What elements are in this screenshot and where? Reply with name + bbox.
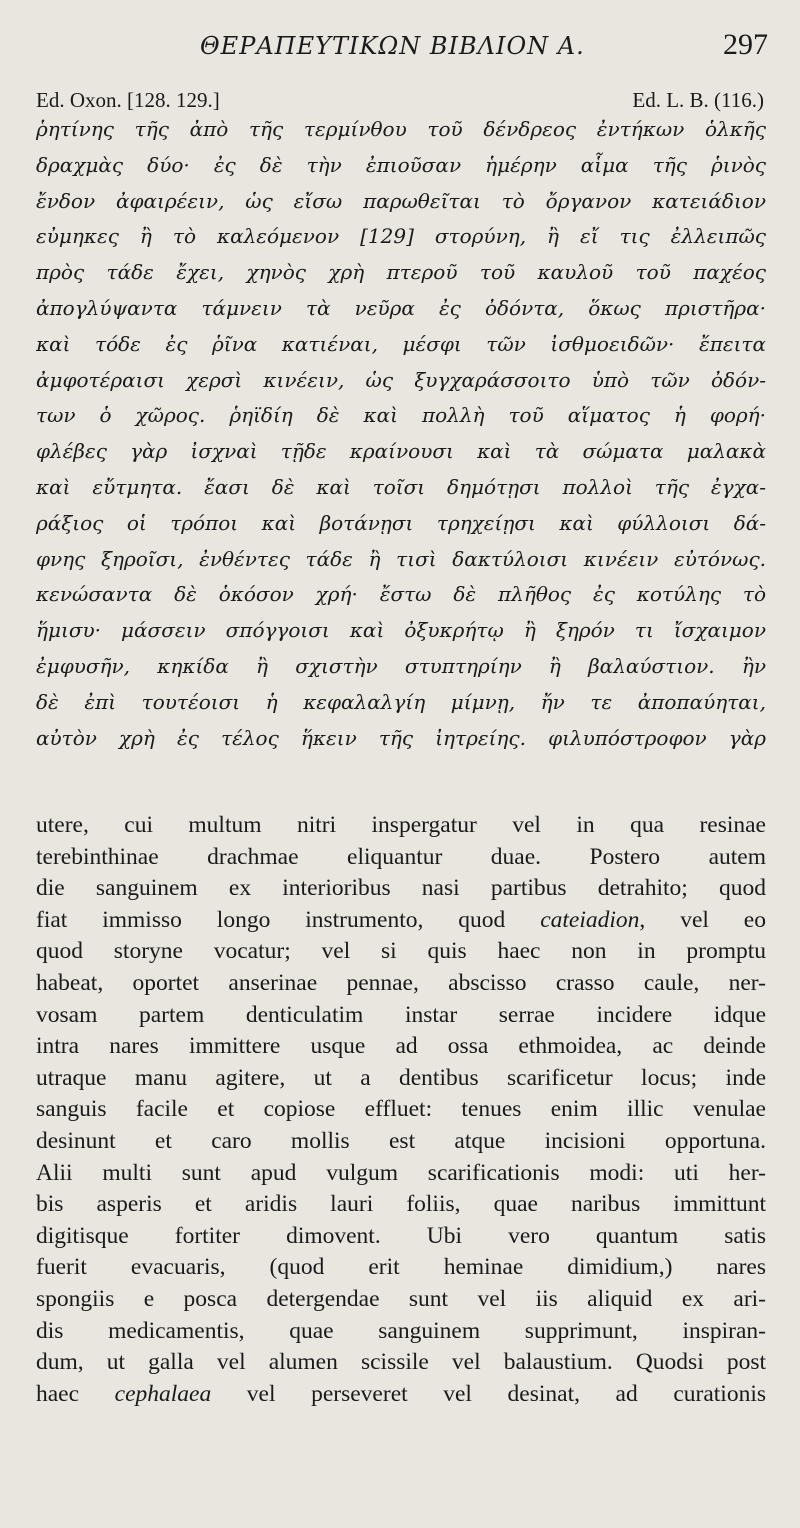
text-segment: habeat, oportet anserinae pennae, abscisso crasso caule, ner- bbox=[36, 969, 766, 996]
greek-text-line: πρὸς τάδε ἔχει, χηνὸς χρὴ πτεροῦ τοῦ καυλοῦ τοῦ παχέος bbox=[36, 260, 766, 285]
greek-text-line: ἀπογλύψαντα τάμνειν τὰ νεῦρα ἐς ὀδόντα, ὅκως πριστῆρα· bbox=[36, 295, 766, 320]
greek-text-line: εὐμηκες ἢ τὸ καλεόμενον [129] στορύνη, ἢ εἴ τις ἐλλειπῶς bbox=[36, 224, 766, 249]
page-number: 297 bbox=[723, 28, 768, 61]
text-segment: fuerit evacuaris, (quod erit heminae dimidium,) nares bbox=[36, 1254, 766, 1281]
text-segment: digitisque fortiter dimovent. Ubi vero quantum satis bbox=[36, 1222, 766, 1249]
latin-text-line bbox=[36, 905, 766, 937]
text-segment: , vel eo bbox=[639, 906, 766, 933]
latin-text-line bbox=[36, 936, 766, 968]
latin-text-line bbox=[36, 1000, 766, 1032]
italic-term: cephalaea bbox=[114, 1380, 212, 1407]
text-segment: utraque manu agitere, ut a dentibus scarificetur locus; inde bbox=[36, 1064, 766, 1091]
text-segment: sanguis facile et copiose effluet: tenues enim illic venulae bbox=[36, 1096, 766, 1123]
greek-text-line: καὶ τόδε ἐς ῥῖνα κατιέναι, μέσφι τῶν ἰσθμοειδῶν· ἔπειτα bbox=[36, 331, 766, 356]
latin-text-line bbox=[36, 968, 766, 1000]
greek-text-line: φνης ξηροῖσι, ἐνθέντες τάδε ἢ τισὶ δακτύλοισι κινέειν εὐτόνως. bbox=[36, 546, 766, 571]
greek-text-block bbox=[36, 112, 766, 756]
greek-text-line: κενώσαντα δὲ ὁκόσον χρή· ἔστω δὲ πλῆθος ἐς κοτύλης τὸ bbox=[36, 582, 766, 607]
greek-text-line: ἀμφοτέραισι χερσὶ κινέειν, ὡς ξυγχαράσσοιτο ὑπὸ τῶν ὀδόν- bbox=[36, 367, 766, 392]
text-segment: spongiis e posca detergendae sunt vel iis aliquid ex ari- bbox=[36, 1285, 766, 1312]
latin-text-line bbox=[36, 842, 766, 874]
greek-text-line: δὲ ἐπὶ τουτέοισι ἡ κεφαλαλγίη μίμνῃ, ἤν τε ἀποπαύηται, bbox=[36, 689, 766, 714]
text-segment: quod storyne vocatur; vel si quis haec non in promptu bbox=[36, 938, 766, 965]
text-segment: desinunt et caro mollis est atque incisioni opportuna. bbox=[36, 1127, 766, 1154]
italic-term: cateiadion bbox=[540, 906, 640, 933]
greek-text-line: καὶ εὔτμητα. ἔασι δὲ καὶ τοῖσι δημότῃσι πολλοὶ τῆς ἐγχα- bbox=[36, 474, 766, 499]
running-head-title: ΘΕΡΑΠΕΥΤΙΚΩΝ ΒΙΒΛΙΟΝ Α. bbox=[200, 32, 585, 60]
greek-text-line: δραχμὰς δύο· ἐς δὲ τὴν ἐπιοῦσαν ἡμέρην αἷμα τῆς ῥινὸς bbox=[36, 152, 766, 177]
greek-text-line: αὐτὸν χρὴ ἐς τέλος ἥκειν τῆς ἰητρείης. φιλυπόστροφον γὰρ bbox=[36, 725, 766, 750]
greek-text-line: ἥμισυ· μάσσειν σπόγγοισι καὶ ὀξυκρήτῳ ἢ ξηρόν τι ἴσχαιμον bbox=[36, 618, 766, 643]
latin-text-line bbox=[36, 1158, 766, 1190]
edition-leiden-reference: Ed. L. B. (116.) bbox=[632, 88, 764, 112]
greek-text-line: ἐμφυσῆν, κηκίδα ἢ σχιστὴν στυπτηρίην ἢ βαλαύστιον. ἢν bbox=[36, 653, 766, 678]
greek-text-line: φλέβες γὰρ ἰσχναὶ τῇδε κραίνουσι καὶ τὰ σώματα μαλακὰ bbox=[36, 439, 766, 464]
latin-text-line bbox=[36, 1126, 766, 1158]
text-segment: fiat immisso longo instrumento, quod bbox=[36, 906, 541, 933]
latin-text-line bbox=[36, 873, 766, 905]
latin-text-block bbox=[36, 810, 766, 1410]
latin-text-line bbox=[36, 1347, 766, 1379]
text-segment: dum, ut galla vel alumen scissile vel balaustium. Quodsi post bbox=[36, 1349, 766, 1376]
latin-text-line bbox=[36, 1031, 766, 1063]
text-segment: intra nares immittere usque ad ossa ethmoidea, ac deinde bbox=[36, 1033, 766, 1060]
latin-text-line bbox=[36, 1189, 766, 1221]
greek-text-line: των ὁ χῶρος. ῥηϊδίη δὲ καὶ πολλὴ τοῦ αἵματος ἡ φορή· bbox=[36, 403, 766, 428]
text-segment: Alii multi sunt apud vulgum scarificationis modi: uti her- bbox=[36, 1159, 766, 1186]
text-segment: dis medicamentis, quae sanguinem supprimunt, inspiran- bbox=[36, 1317, 766, 1344]
latin-text-line bbox=[36, 1094, 766, 1126]
text-segment: utere, cui multum nitri inspergatur vel in qua resinae bbox=[36, 812, 766, 838]
running-head bbox=[0, 28, 800, 72]
text-segment: terebinthinae drachmae eliquantur duae. Postero autem bbox=[36, 843, 766, 870]
latin-text-line bbox=[36, 1379, 766, 1411]
text-segment: die sanguinem ex interioribus nasi partibus detrahito; quod bbox=[36, 875, 766, 902]
text-segment: vosam partem denticulatim instar serrae incidere idque bbox=[36, 1001, 766, 1028]
latin-text-line bbox=[36, 1284, 766, 1316]
latin-text-line bbox=[36, 1063, 766, 1095]
latin-text-line bbox=[36, 810, 766, 842]
text-segment: haec bbox=[36, 1380, 115, 1407]
greek-text-line: ῥητίνης τῆς ἀπὸ τῆς τερμίνθου τοῦ δένδρεος ἐντήκων ὁλκῆς bbox=[36, 117, 766, 141]
latin-text-line bbox=[36, 1252, 766, 1284]
latin-text-line bbox=[36, 1316, 766, 1348]
latin-text-line bbox=[36, 1221, 766, 1253]
greek-text-line: ράξιος οἱ τρόποι καὶ βοτάνῃσι τρηχείῃσι καὶ φύλλοισι δά- bbox=[36, 510, 766, 535]
edition-oxford-reference: Ed. Oxon. [128. 129.] bbox=[36, 88, 220, 112]
greek-text-line: ἔνδον ἀφαιρέειν, ὡς εἴσω παρωθεῖται τὸ ὄργανον κατειάδιον bbox=[36, 188, 766, 213]
text-segment: bis asperis et aridis lauri foliis, quae naribus immittunt bbox=[36, 1191, 766, 1218]
text-segment: vel perseveret vel desinat, ad curationis bbox=[211, 1380, 766, 1407]
